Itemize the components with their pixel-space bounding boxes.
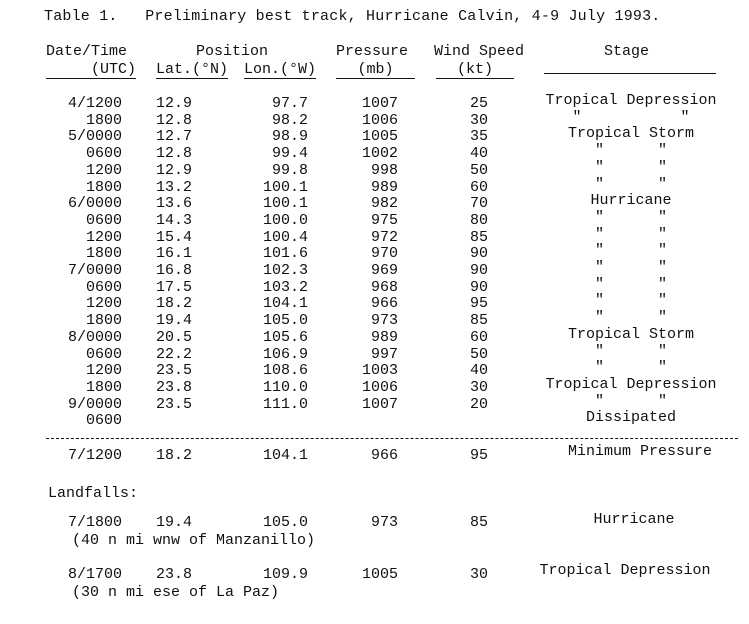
row-lon: 105.6 xyxy=(262,329,308,346)
row-wind: 85 xyxy=(469,312,488,329)
minimum-date: 7/1200 xyxy=(67,447,122,464)
row-lon: 99.4 xyxy=(271,145,308,162)
landfall-lon: 109.9 xyxy=(262,566,308,583)
landfall-wind: 30 xyxy=(469,566,488,583)
row-wind: 90 xyxy=(469,245,488,262)
landfall-date: 8/1700 xyxy=(67,566,122,583)
row-stage: Dissipated xyxy=(585,409,676,426)
row-lat: 22.2 xyxy=(155,346,192,363)
row-date: 1200 xyxy=(85,295,122,312)
row-pressure: 968 xyxy=(370,279,398,296)
header-kt: (kt) xyxy=(436,62,514,79)
row-lon: 104.1 xyxy=(262,295,308,312)
row-lat: 15.4 xyxy=(155,229,192,246)
row-lat: 12.8 xyxy=(155,145,192,162)
row-pressure: 1005 xyxy=(361,128,398,145)
row-stage: " " xyxy=(594,209,667,226)
row-date: 4/1200 xyxy=(67,95,122,112)
landfall-date: 7/1800 xyxy=(67,514,122,531)
row-pressure: 1006 xyxy=(361,379,398,396)
landfall-stage: Tropical Depression xyxy=(539,562,711,579)
row-lon: 100.1 xyxy=(262,179,308,196)
row-lat: 13.2 xyxy=(155,179,192,196)
landfall-lat: 19.4 xyxy=(155,514,192,531)
landfall-pressure: 1005 xyxy=(361,566,398,583)
row-lat: 14.3 xyxy=(155,212,192,229)
header-position: Position xyxy=(196,43,269,60)
row-pressure: 1007 xyxy=(361,95,398,112)
row-lat: 12.7 xyxy=(155,128,192,145)
row-wind: 50 xyxy=(469,162,488,179)
landfall-stage: Hurricane xyxy=(593,511,675,528)
row-stage: " " xyxy=(594,393,667,410)
row-lon: 100.1 xyxy=(262,195,308,212)
header-stage: Stage xyxy=(604,43,650,60)
row-stage: " " xyxy=(594,176,667,193)
row-stage: " " xyxy=(594,159,667,176)
header-mb: (mb) xyxy=(336,62,415,79)
row-pressure: 1007 xyxy=(361,396,398,413)
minimum-wind: 95 xyxy=(469,447,488,464)
row-stage: Tropical Depression xyxy=(545,376,717,393)
row-date: 5/0000 xyxy=(67,128,122,145)
landfalls-label: Landfalls: xyxy=(48,485,139,502)
row-date: 1800 xyxy=(85,179,122,196)
row-pressure: 1002 xyxy=(361,145,398,162)
row-wind: 85 xyxy=(469,229,488,246)
row-pressure: 970 xyxy=(370,245,398,262)
row-stage: Tropical Depression xyxy=(545,92,717,109)
header-lat: Lat.(°N) xyxy=(156,61,229,78)
row-wind: 80 xyxy=(469,212,488,229)
row-date: 0600 xyxy=(85,145,122,162)
header-pressure: Pressure xyxy=(336,43,409,60)
header-utc: (UTC) xyxy=(46,62,136,79)
row-date: 1200 xyxy=(85,162,122,179)
row-lat: 12.8 xyxy=(155,112,192,129)
row-lat: 19.4 xyxy=(155,312,192,329)
row-date: 0600 xyxy=(85,412,122,429)
landfall-note: (40 n mi wnw of Manzanillo) xyxy=(72,532,316,549)
row-date: 1200 xyxy=(85,229,122,246)
row-stage: " " xyxy=(594,359,667,376)
row-lat: 18.2 xyxy=(155,295,192,312)
row-pressure: 973 xyxy=(370,312,398,329)
row-lat: 16.8 xyxy=(155,262,192,279)
row-date: 1800 xyxy=(85,312,122,329)
row-stage: " " xyxy=(594,226,667,243)
row-wind: 35 xyxy=(469,128,488,145)
row-stage: " " xyxy=(594,292,667,309)
row-lon: 101.6 xyxy=(262,245,308,262)
header-stage-underline xyxy=(544,73,716,74)
row-pressure: 966 xyxy=(370,295,398,312)
row-date: 8/0000 xyxy=(67,329,122,346)
row-lon: 102.3 xyxy=(262,262,308,279)
row-lon: 106.9 xyxy=(262,346,308,363)
row-lat: 23.8 xyxy=(155,379,192,396)
row-lon: 108.6 xyxy=(262,362,308,379)
header-wind-speed: Wind Speed xyxy=(434,43,525,60)
row-wind: 20 xyxy=(469,396,488,413)
header-date-time: Date/Time xyxy=(46,43,128,60)
row-lat: 20.5 xyxy=(155,329,192,346)
row-lat: 23.5 xyxy=(155,362,192,379)
row-stage: " " xyxy=(594,259,667,276)
minimum-lon: 104.1 xyxy=(262,447,308,464)
row-pressure: 982 xyxy=(370,195,398,212)
row-stage: " " xyxy=(594,142,667,159)
row-date: 9/0000 xyxy=(67,396,122,413)
row-stage: " " xyxy=(594,343,667,360)
row-lon: 99.8 xyxy=(271,162,308,179)
dashed-separator xyxy=(46,438,738,439)
landfall-lon: 105.0 xyxy=(262,514,308,531)
row-pressure: 998 xyxy=(370,162,398,179)
row-lon: 98.9 xyxy=(271,128,308,145)
row-stage: " " xyxy=(572,109,690,126)
row-date: 0600 xyxy=(85,279,122,296)
row-wind: 60 xyxy=(469,179,488,196)
row-pressure: 969 xyxy=(370,262,398,279)
row-pressure: 997 xyxy=(370,346,398,363)
minimum-stage: Minimum Pressure xyxy=(567,443,713,460)
row-lon: 110.0 xyxy=(262,379,308,396)
row-lat: 12.9 xyxy=(155,95,192,112)
row-wind: 40 xyxy=(469,362,488,379)
row-date: 1800 xyxy=(85,112,122,129)
landfall-pressure: 973 xyxy=(370,514,398,531)
header-lon: Lon.(°W) xyxy=(244,61,317,78)
row-stage: Tropical Storm xyxy=(567,125,695,142)
row-stage: Hurricane xyxy=(590,192,672,209)
row-date: 6/0000 xyxy=(67,195,122,212)
row-lon: 97.7 xyxy=(271,95,308,112)
row-lon: 98.2 xyxy=(271,112,308,129)
row-wind: 95 xyxy=(469,295,488,312)
row-wind: 30 xyxy=(469,379,488,396)
row-lat: 16.1 xyxy=(155,245,192,262)
row-pressure: 989 xyxy=(370,179,398,196)
row-pressure: 975 xyxy=(370,212,398,229)
row-lat: 12.9 xyxy=(155,162,192,179)
row-wind: 60 xyxy=(469,329,488,346)
row-wind: 30 xyxy=(469,112,488,129)
row-wind: 90 xyxy=(469,262,488,279)
row-lat: 17.5 xyxy=(155,279,192,296)
row-lon: 100.4 xyxy=(262,229,308,246)
row-date: 1800 xyxy=(85,245,122,262)
row-stage: Tropical Storm xyxy=(567,326,695,343)
row-date: 7/0000 xyxy=(67,262,122,279)
row-date: 1200 xyxy=(85,362,122,379)
row-stage: " " xyxy=(594,276,667,293)
landfall-note: (30 n mi ese of La Paz) xyxy=(72,584,280,601)
row-pressure: 989 xyxy=(370,329,398,346)
row-wind: 70 xyxy=(469,195,488,212)
row-wind: 25 xyxy=(469,95,488,112)
row-lon: 103.2 xyxy=(262,279,308,296)
row-lon: 111.0 xyxy=(262,396,308,413)
row-lat: 23.5 xyxy=(155,396,192,413)
row-lon: 100.0 xyxy=(262,212,308,229)
row-wind: 40 xyxy=(469,145,488,162)
landfall-wind: 85 xyxy=(469,514,488,531)
row-date: 0600 xyxy=(85,346,122,363)
row-stage: " " xyxy=(594,309,667,326)
row-lon: 105.0 xyxy=(262,312,308,329)
row-wind: 50 xyxy=(469,346,488,363)
row-pressure: 972 xyxy=(370,229,398,246)
landfall-lat: 23.8 xyxy=(155,566,192,583)
minimum-pressure: 966 xyxy=(370,447,398,464)
row-pressure: 1006 xyxy=(361,112,398,129)
row-stage: " " xyxy=(594,242,667,259)
row-wind: 90 xyxy=(469,279,488,296)
minimum-lat: 18.2 xyxy=(155,447,192,464)
row-date: 0600 xyxy=(85,212,122,229)
row-pressure: 1003 xyxy=(361,362,398,379)
row-date: 1800 xyxy=(85,379,122,396)
table-title: Table 1. Preliminary best track, Hurricane Calvin, 4-9 July 1993. xyxy=(44,8,661,25)
row-lat: 13.6 xyxy=(155,195,192,212)
